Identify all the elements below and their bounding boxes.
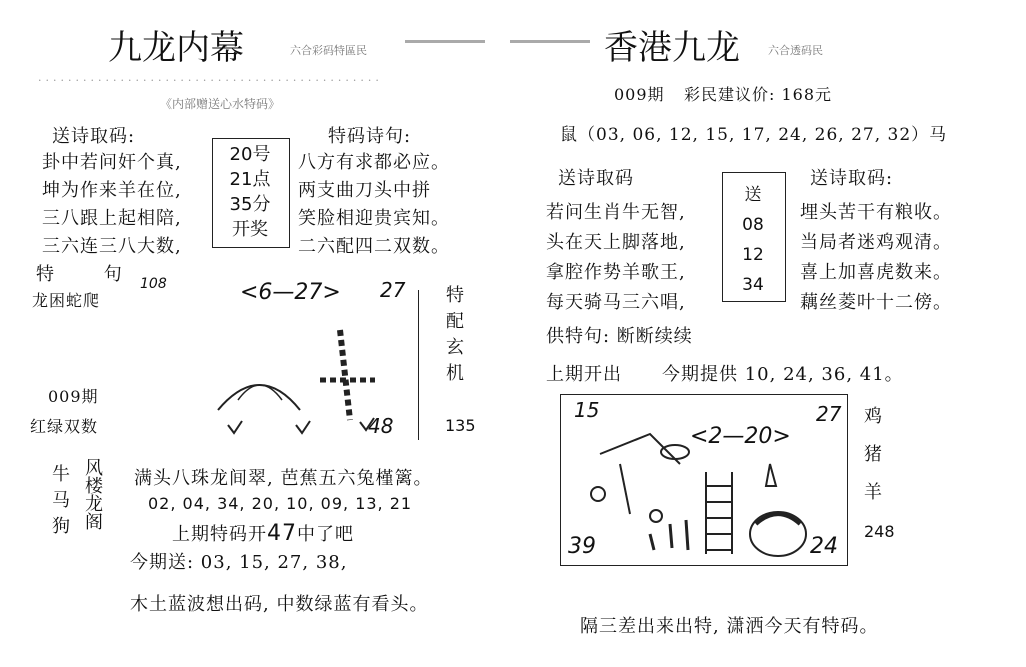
- special-text: 龙困蛇爬: [32, 291, 101, 310]
- right-last-issue: 上期开出: [546, 364, 622, 385]
- left-tagline: 《内部赠送心水特码》: [160, 97, 281, 111]
- sketch-number: 24: [810, 534, 838, 559]
- zodiac-stack: [52, 462, 71, 540]
- left-poem-line: 卦中若问奸个真,: [42, 152, 182, 173]
- right-poem-left-line: 拿腔作势羊歌王,: [546, 262, 686, 283]
- right-side-number: 248: [864, 522, 895, 541]
- right-poem-left-line: 每天骑马三六唱,: [546, 292, 686, 313]
- left-issue-note: 红绿双数: [30, 417, 99, 436]
- sketch-number: 48: [368, 414, 394, 438]
- right-footer: 隔三差出来出特, 潇洒今天有特码。: [580, 616, 879, 637]
- left-tm-line: 两支曲刀头中拼: [298, 180, 431, 201]
- last-hit-num: 47: [267, 521, 297, 546]
- right-price: 彩民建议价: 168元: [684, 85, 833, 104]
- right-poem-left-line: 头在天上脚落地,: [546, 232, 686, 253]
- send-box-line: 34: [742, 275, 764, 295]
- building-vertical: 风楼龙阁: [82, 458, 103, 530]
- send-box-line: 12: [742, 245, 764, 265]
- right-poem-heading-right: 送诗取码:: [810, 168, 894, 189]
- draw-time: [212, 142, 288, 242]
- right-poem-right-line: 埋头苦干有粮收。: [800, 202, 952, 223]
- right-poem-heading-left: 送诗取码: [558, 168, 634, 189]
- left-tm-line: 八方有求都必应。: [298, 152, 450, 173]
- draw-time-line: 20号: [229, 144, 271, 165]
- left-tm-heading: 特码诗句:: [328, 126, 412, 147]
- left-title: 九龙内幕: [108, 28, 244, 68]
- rat-line: 鼠（03, 06, 12, 15, 17, 24, 26, 27, 32）马: [560, 125, 948, 145]
- left-poem-heading: 送诗取码:: [52, 126, 136, 147]
- divider-dash: [405, 40, 485, 43]
- send-box-line: 送: [744, 185, 762, 205]
- special-label: 特 句: [36, 264, 144, 285]
- sketch-number: 27: [380, 278, 406, 302]
- send-box-content: [722, 180, 784, 300]
- right-side-zodiac: 羊: [864, 482, 883, 503]
- today-send: 今期送: 03, 15, 27, 38,: [130, 552, 348, 573]
- zodiac: 牛: [52, 464, 71, 485]
- sketch-number: 108: [140, 276, 167, 292]
- left-side-vertical: 特配玄机: [443, 285, 464, 389]
- sketch-range: <6—27>: [240, 280, 341, 305]
- right-special: 供特句: 断断续续: [546, 326, 693, 347]
- left-subtitle: 六合彩码特區民: [290, 44, 367, 57]
- left-side-number: 135: [445, 416, 476, 435]
- left-tm-line: 二六配四二双数。: [298, 236, 450, 257]
- draw-time-line: 21点: [229, 169, 271, 190]
- last-hit: [172, 520, 354, 546]
- last-hit-suffix: 中了吧: [297, 524, 354, 545]
- zodiac: 马: [52, 490, 71, 511]
- zodiac: 狗: [52, 516, 71, 537]
- left-poem-line: 三六连三八大数,: [42, 236, 182, 257]
- draw-time-line: 35分: [229, 194, 271, 215]
- left-sketch-drawing: [200, 300, 420, 450]
- divider-dash: [510, 40, 590, 43]
- left-poem-line: 坤为作来羊在位,: [42, 180, 182, 201]
- right-poem-right-line: 喜上加喜虎数来。: [800, 262, 952, 283]
- sketch-number: 39: [568, 534, 596, 559]
- sketch-number: 15: [574, 398, 600, 422]
- right-poem-right-line: 当局者迷鸡观清。: [800, 232, 952, 253]
- draw-time-line: 开奖: [232, 219, 268, 240]
- left-issue: 009期: [48, 387, 99, 406]
- right-this-issue: 今期提供 10, 24, 36, 41。: [662, 364, 904, 385]
- left-verse: 满头八珠龙间翠, 芭蕉五六兔槿篱。: [134, 468, 433, 489]
- right-poem-right-line: 藕丝菱叶十二傍。: [800, 292, 952, 313]
- sketch-number: 27: [816, 402, 842, 426]
- right-poem-left-line: 若问生肖牛无智,: [546, 202, 686, 223]
- right-issue: 009期: [614, 85, 665, 104]
- left-footer: 木土蓝波想出码, 中数绿蓝有看头。: [130, 594, 429, 615]
- sketch-range: <2—20>: [690, 424, 791, 449]
- right-title: 香港九龙: [604, 28, 740, 68]
- left-banner-scribble: ··············································: [38, 74, 383, 87]
- left-tm-line: 笑脸相迎贵宾知。: [298, 208, 450, 229]
- right-side-zodiac: 鸡: [864, 406, 883, 427]
- last-hit-prefix: 上期特码开: [172, 524, 267, 545]
- right-side-vertical: [864, 398, 883, 512]
- right-side-zodiac: 猪: [864, 444, 883, 465]
- left-numbers: 02, 04, 34, 20, 10, 09, 13, 21: [148, 494, 413, 513]
- right-subtitle: 六合透码民: [768, 44, 823, 57]
- send-box-line: 08: [742, 215, 764, 235]
- right-sketch-drawing: [560, 394, 846, 564]
- left-poem-line: 三八跟上起相陪,: [42, 208, 182, 229]
